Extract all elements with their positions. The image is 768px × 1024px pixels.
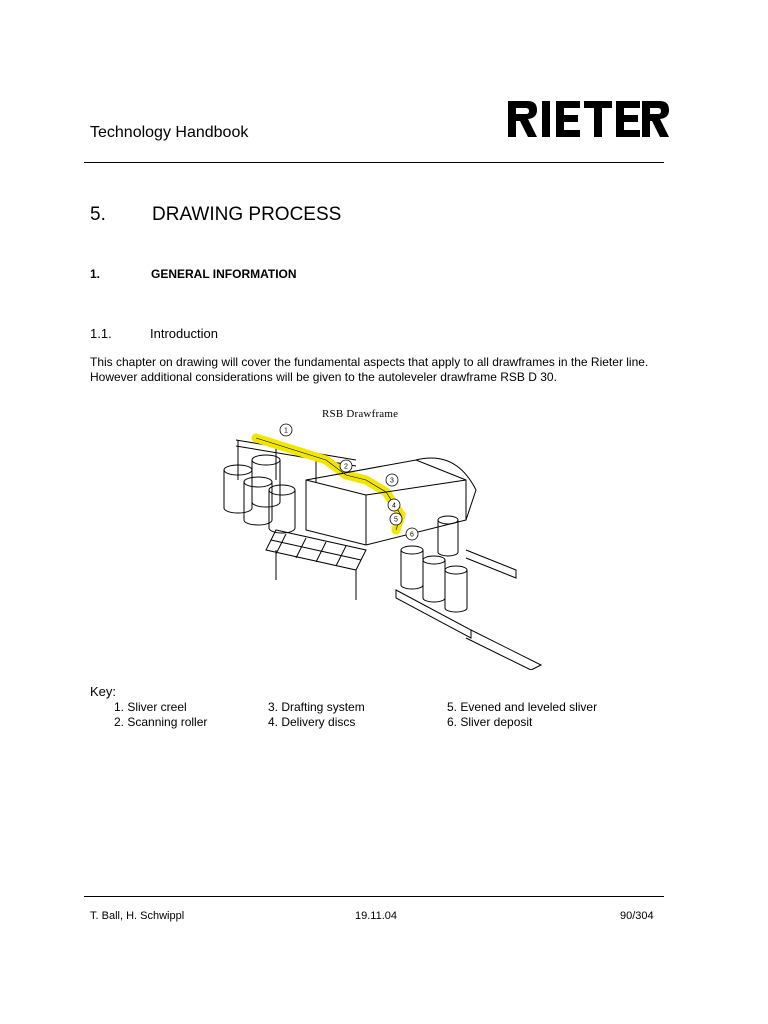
svg-text:6: 6 (410, 531, 414, 539)
sliver-path-highlight (256, 438, 401, 530)
section-title: GENERAL INFORMATION (151, 267, 297, 281)
svg-text:1: 1 (284, 427, 288, 435)
machine-body (306, 460, 466, 545)
svg-text:5: 5 (394, 516, 398, 524)
footer-divider (84, 896, 664, 897)
key-label: Key: (90, 684, 117, 699)
callout-5 (390, 513, 402, 525)
key-item: 2. Scanning roller (114, 715, 208, 729)
svg-text:4: 4 (392, 502, 396, 510)
callout-3 (386, 474, 398, 486)
creel-cans (224, 455, 295, 533)
key-item: 6. Sliver deposit (447, 715, 533, 729)
chapter-title: DRAWING PROCESS (152, 204, 342, 225)
callout-6 (406, 528, 418, 540)
footer-page-number: 90/304 (620, 910, 654, 922)
subsection-number: 1.1. (90, 326, 112, 341)
drawframe-illustration (216, 420, 552, 670)
rieter-logo (506, 97, 670, 141)
subsection-title: Introduction (150, 326, 218, 341)
key-item: 4. Delivery discs (268, 715, 356, 729)
svg-text:3: 3 (390, 477, 394, 485)
header-divider (84, 162, 664, 163)
figure-caption: RSB Drawframe (322, 408, 399, 420)
chapter-number: 5. (90, 204, 106, 225)
intro-paragraph: This chapter on drawing will cover the fundamental aspects that apply to all drawframes in the Rieter line. However additional considerations will be given to the autoleveler drawframe RSB D 30. (90, 355, 649, 384)
callout-4 (388, 499, 400, 511)
key-item: 5. Evened and leveled sliver (447, 700, 598, 714)
header-title: Technology Handbook (90, 124, 249, 141)
section-number: 1. (90, 267, 101, 281)
exit-ramp (466, 630, 541, 670)
callout-2 (340, 460, 352, 472)
footer-authors: T. Ball, H. Schwippl (90, 910, 185, 922)
footer-date: 19.11.04 (355, 910, 398, 922)
key-item: 1. Sliver creel (114, 700, 187, 714)
callout-1 (280, 424, 292, 436)
svg-text:2: 2 (344, 463, 348, 471)
conveyor (396, 590, 471, 638)
key-item: 3. Drafting system (268, 700, 365, 714)
